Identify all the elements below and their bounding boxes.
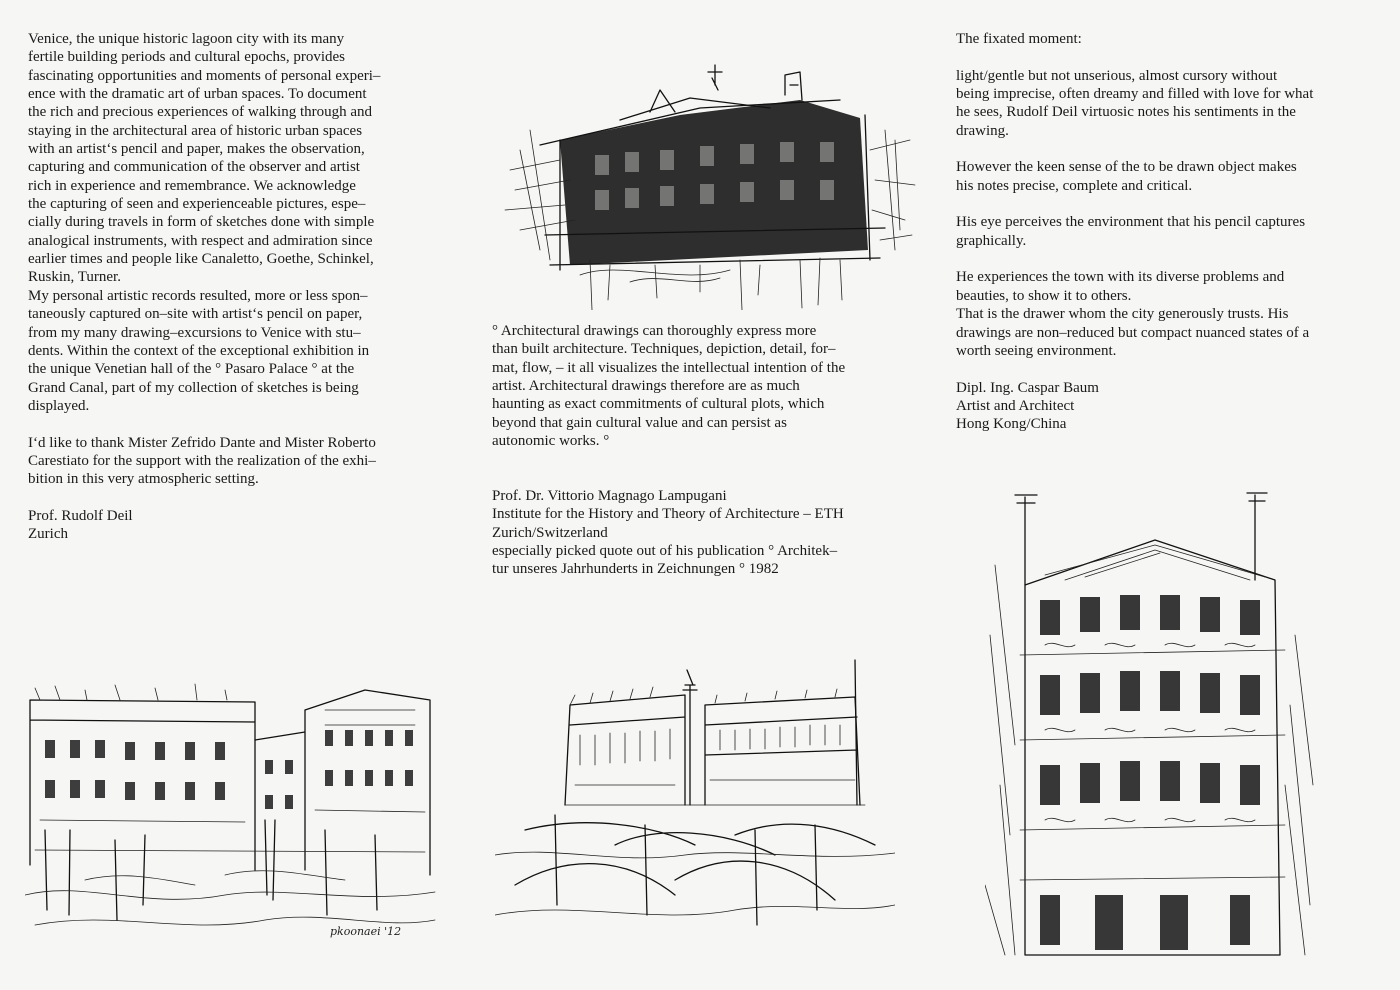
column-middle [492, 322, 917, 579]
text-line: However the keen sense of the to be drawn object makes [956, 159, 1297, 176]
text-line: Zurich/Switzerland [492, 524, 608, 541]
text-line: worth seeing environment. [956, 342, 1117, 359]
author-name: Prof. Rudolf Deil [28, 507, 133, 524]
text-line: he sees, Rudolf Deil virtuosic notes his sentiments in the [956, 104, 1296, 121]
text-line: ence with the dramatic art of urban spaces. To document [28, 86, 367, 103]
text-line: graphically. [956, 232, 1027, 249]
text-line: his notes precise, complete and critical. [956, 177, 1193, 194]
paragraph-4 [956, 268, 1376, 360]
text-line: dents. Within the context of the exceptional exhibition in [28, 342, 370, 359]
sketch-palazzo-top [500, 60, 920, 310]
quote-paragraph [492, 322, 917, 450]
column-left [28, 30, 448, 544]
text-line: I‘d like to thank Mister Zefrido Dante and Mister Roberto [28, 434, 376, 451]
text-line: Prof. Dr. Vittorio Magnago Lampugani [492, 488, 727, 505]
quote-author-block [492, 487, 917, 579]
paragraph-3 [956, 213, 1376, 250]
piazzetta-buildings [565, 660, 865, 805]
text-line: the rich and precious experiences of walking through and [28, 104, 373, 121]
section-heading: The fixated moment: [956, 31, 1082, 47]
sketch-piazzetta-middle [495, 655, 895, 935]
text-line: taneously captured on–site with artist‘s pencil on paper, [28, 306, 363, 323]
text-line: fascinating opportunities and moments of personal experi– [28, 67, 381, 84]
text-line: drawings are non–reduced but compact nuanced states of a [956, 324, 1310, 341]
canal-water-and-poles [25, 820, 435, 925]
sketch-palazzo-right [985, 485, 1315, 960]
text-line: tur unseres Jahrhunderts in Zeichnungen ° 1982 [492, 561, 779, 578]
text-line: Artist and Architect [956, 397, 1075, 414]
canal-buildings [30, 684, 430, 875]
text-line: Carestiato for the support with the realization of the exhi– [28, 452, 376, 469]
text-line: capturing and communication of the observer and artist [28, 159, 360, 176]
text-line: haunting as exact commitments of cultural plots, which [492, 396, 825, 413]
tall-palazzo [985, 493, 1313, 955]
text-line: mat, flow, – it all visualizes the intellectual intention of the [492, 359, 846, 376]
text-line: beyond that gain cultural value and can persist as [492, 414, 787, 431]
text-line: artist. Architectural drawings therefore are as much [492, 378, 800, 395]
text-line: drawing. [956, 122, 1009, 139]
text-line: Ruskin, Turner. [28, 269, 121, 286]
text-line: His eye perceives the environment that his pencil captures [956, 214, 1306, 231]
text-line: from my many drawing–excursions to Venice with stu– [28, 324, 361, 341]
text-line: That is the drawer whom the city generously trusts. His [956, 306, 1289, 323]
text-line: bition in this very atmospheric setting. [28, 471, 259, 488]
column-right [956, 30, 1376, 434]
author-city: Zurich [28, 526, 68, 543]
gondolas-water [495, 815, 895, 925]
text-line: He experiences the town with its diverse problems and [956, 269, 1285, 286]
text-line: Dipl. Ing. Caspar Baum [956, 379, 1099, 396]
text-line: cially during travels in form of sketches done with simple [28, 214, 375, 231]
text-line: with an artist‘s pencil and paper, makes the observation, [28, 141, 365, 158]
text-line: ° Architectural drawings can thoroughly express more [492, 323, 817, 339]
text-line: Institute for the History and Theory of Architecture – ETH [492, 506, 844, 523]
intro-paragraph [28, 30, 448, 415]
text-line: light/gentle but not unserious, almost cursory without [956, 67, 1278, 84]
text-line: the unique Venetian hall of the ° Pasaro Palace ° at the [28, 361, 355, 378]
paragraph-1 [956, 67, 1376, 140]
text-line: analogical instruments, with respect and admiration since [28, 232, 373, 249]
text-line: being imprecise, often dreamy and filled with love for what [956, 86, 1314, 103]
text-line: especially picked quote out of his publication ° Architek– [492, 543, 838, 560]
text-line: the capturing of seen and experienceable pictures, espe– [28, 196, 366, 213]
author-block [956, 379, 1376, 434]
text-line: displayed. [28, 397, 90, 414]
text-line: autonomic works. ° [492, 433, 610, 450]
text-line: Grand Canal, part of my collection of sketches is being [28, 379, 359, 396]
thanks-paragraph [28, 434, 448, 489]
sketch-canal-left [25, 680, 445, 950]
text-line: Venice, the unique historic lagoon city with its many [28, 31, 345, 47]
text-line: My personal artistic records resulted, more or less spon– [28, 287, 368, 304]
text-line: beauties, to show it to others. [956, 287, 1132, 304]
paragraph-2 [956, 158, 1376, 195]
text-line: fertile building periods and cultural epochs, provides [28, 49, 345, 66]
text-line: than built architecture. Techniques, depiction, detail, for– [492, 341, 836, 358]
text-line: earlier times and people like Canaletto, Goethe, Schinkel, [28, 251, 374, 268]
palazzo-hatching [505, 65, 915, 310]
text-line: staying in the architectural area of historic urban spaces [28, 122, 363, 139]
sketch-signature: pkoonaei '12 [330, 925, 402, 938]
text-line: rich in experience and remembrance. We acknowledge [28, 177, 356, 194]
text-line: Hong Kong/China [956, 416, 1067, 433]
